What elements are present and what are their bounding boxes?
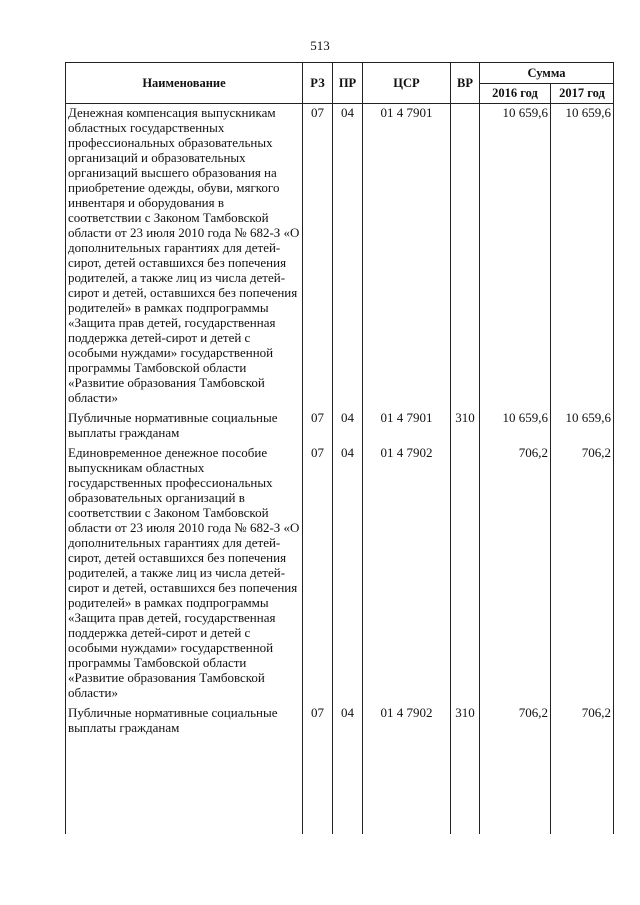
- table-row: [66, 104, 614, 410]
- row-sum-2017: 706,2: [551, 444, 614, 704]
- row-name: Денежная компенсация выпускникам областных государственных профессиональных образовательных организаций и образовательных организаций высшего образования на приобретение одежды, обуви, мягкого инвентаря и оборудования в соответствии с Законом Тамбовской области от 23 июля 2010 года № 682-З «О дополнительных гарантиях для детей-сирот, детей оставшихся без попечения родителей, а также лиц из числа детей-сирот и детей, оставшихся без попечения родителей» в рамках подпрограммы «Защита прав детей, государственная поддержка детей-сирот и детей с особыми нуждами» государственной программы Тамбовской области «Развитие образования Тамбовской области»: [66, 104, 303, 410]
- header-pr: ПР: [333, 63, 363, 104]
- row-sum-2017: 706,2: [551, 704, 614, 739]
- row-rz: 07: [303, 444, 333, 704]
- header-vr: ВР: [451, 63, 480, 104]
- row-sum-2016: 706,2: [480, 444, 551, 704]
- header-rz: РЗ: [303, 63, 333, 104]
- row-csr: 01 4 7901: [363, 409, 451, 444]
- row-sum-2016: 10 659,6: [480, 409, 551, 444]
- row-rz: 07: [303, 104, 333, 410]
- header-name: Наименование: [66, 63, 303, 104]
- row-sum-2017: 10 659,6: [551, 409, 614, 444]
- row-sum-2016: 10 659,6: [480, 104, 551, 410]
- row-rz: 07: [303, 409, 333, 444]
- table-row: [66, 409, 614, 444]
- row-vr: 310: [451, 704, 480, 739]
- row-vr: 310: [451, 409, 480, 444]
- row-pr: 04: [333, 444, 363, 704]
- row-pr: 04: [333, 409, 363, 444]
- table-empty-tail: [66, 739, 614, 834]
- header-csr: ЦСР: [363, 63, 451, 104]
- header-sum: Сумма: [480, 63, 614, 84]
- row-sum-2017: 10 659,6: [551, 104, 614, 410]
- row-csr: 01 4 7902: [363, 704, 451, 739]
- row-sum-2016: 706,2: [480, 704, 551, 739]
- row-csr: 01 4 7902: [363, 444, 451, 704]
- row-pr: 04: [333, 704, 363, 739]
- header-year-2016: 2016 год: [480, 84, 551, 104]
- budget-table: [65, 62, 614, 834]
- table-row: [66, 704, 614, 739]
- row-csr: 01 4 7901: [363, 104, 451, 410]
- row-vr: [451, 444, 480, 704]
- table-row: [66, 444, 614, 704]
- row-name: Публичные нормативные социальные выплаты гражданам: [66, 409, 303, 444]
- row-vr: [451, 104, 480, 410]
- row-pr: 04: [333, 104, 363, 410]
- page-number: 513: [310, 38, 330, 53]
- row-rz: 07: [303, 704, 333, 739]
- row-name: Публичные нормативные социальные выплаты гражданам: [66, 704, 303, 739]
- row-name: Единовременное денежное пособие выпускникам областных государственных профессиональных образовательных организаций в соответствии с Законом Тамбовской области от 23 июля 2010 года № 682-З «О дополнительных гарантиях для детей-сирот, детей оставшихся без попечения родителей, а также лиц из числа детей-сирот и детей, оставшихся без попечения родителей» в рамках подпрограммы «Защита прав детей, государственная поддержка детей-сирот и детей с особыми нуждами» государственной программы Тамбовской области «Развитие образования Тамбовской области»: [66, 444, 303, 704]
- header-year-2017: 2017 год: [551, 84, 614, 104]
